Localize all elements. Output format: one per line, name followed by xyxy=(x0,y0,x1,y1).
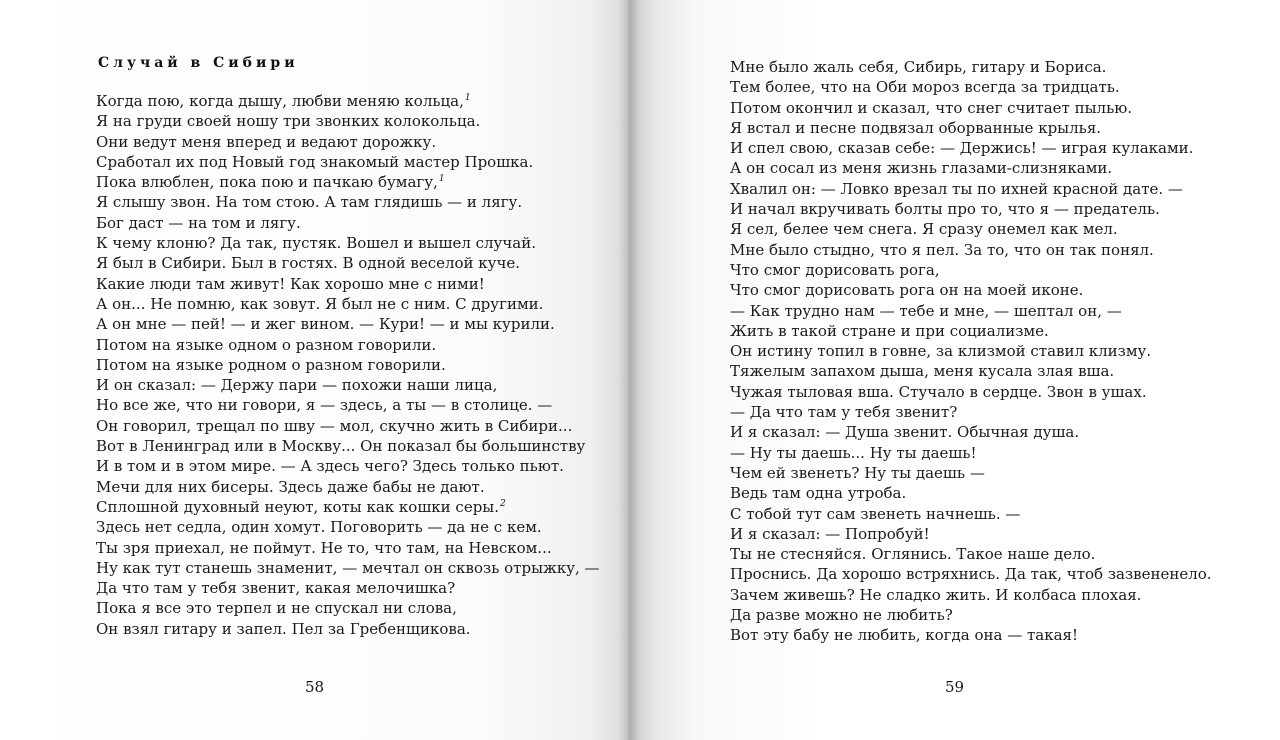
poem-line: Чужая тыловая вша. Стучало в сердце. Звон в ушах. xyxy=(730,382,1147,401)
poem-line xyxy=(96,132,600,152)
poem-line-text: А он мне — пей! — и жег вином. — Кури! — и мы курили. xyxy=(96,315,555,334)
poem-line: Он истину топил в говне, за клизмой ставил клизму. xyxy=(730,342,1152,361)
poem-line: Зачем живешь? Не сладко жить. И колбаса плохая. xyxy=(730,585,1142,604)
poem-line: Вот эту бабу не любить, когда она — такая! xyxy=(730,626,1079,645)
poem-line-text: Да что там у тебя звенит, какая мелочишка? xyxy=(96,579,456,598)
poem-line xyxy=(96,436,600,456)
poem-line xyxy=(96,497,600,517)
poem-line-text: Но все же, что ни говори, я — здесь, а ты — в столице. — xyxy=(96,396,553,415)
poem-line: И начал вкручивать болты про то, что я — предатель. xyxy=(730,200,1160,219)
poem-line: Что смог дорисовать рога он на моей иконе. xyxy=(730,281,1084,300)
poem-line xyxy=(96,335,600,355)
poem-line xyxy=(96,517,600,537)
poem-line-text: Он говорил, трещал по шву — мол, скучно жить в Сибири... xyxy=(96,416,573,435)
poem-line-text: Ты зря приехал, не поймут. Не то, что там, на Невском... xyxy=(96,538,552,557)
poem-line xyxy=(96,558,600,578)
poem-line: — Ну ты даешь... Ну ты даешь! xyxy=(730,443,977,462)
poem-line-text: Потом на языке одном о разном говорили. xyxy=(96,335,437,354)
poem-line-text: Они ведут меня вперед и ведают дорожку. xyxy=(96,132,437,151)
poem-line xyxy=(96,111,600,131)
poem-line: И я сказал: — Попробуй! xyxy=(730,524,930,543)
poem-line: И спел свою, сказав себе: — Держись! — играя кулаками. xyxy=(730,139,1194,158)
poem-line-text: Мечи для них бисеры. Здесь даже бабы не дают. xyxy=(96,477,485,496)
poem-line: Мне было жаль себя, Сибирь, гитару и Бориса. xyxy=(730,58,1107,76)
poem-line-text: Вот в Ленинград или в Москву... Он показал бы большинству xyxy=(96,437,586,456)
left-page xyxy=(0,0,628,740)
poem-line-text: И он сказал: — Держу пари — похожи наши лица, xyxy=(96,376,498,395)
poem-line xyxy=(96,91,600,111)
poem-line-text: Сработал их под Новый год знакомый мастер Прошка. xyxy=(96,152,534,171)
poem-line: Потом окончил и сказал, что снег считает пылью. xyxy=(730,98,1133,117)
poem-line-text: Он взял гитару и запел. Пел за Гребенщикова. xyxy=(96,619,471,638)
poem-line xyxy=(96,375,600,395)
right-poem-lines xyxy=(730,57,1212,646)
footnote-marker: 1 xyxy=(438,174,445,185)
poem-line xyxy=(96,538,600,558)
footnote-marker: 1 xyxy=(464,93,471,103)
poem-line: Жить в такой стране и при социализме. xyxy=(730,321,1049,340)
poem-line-text: Сплошной духовный неуют, коты как кошки серы. xyxy=(96,497,500,516)
poem-line xyxy=(96,598,600,618)
poem-line-text: К чему клоню? Да так, пустяк. Вошел и вышел случай. xyxy=(96,234,537,253)
poem-line xyxy=(96,314,600,334)
poem-line-text: Здесь нет седла, один хомут. Поговорить — да не с кем. xyxy=(96,518,542,537)
poem-line xyxy=(96,172,600,192)
poem-line-text: И в том и в этом мире. — А здесь чего? Здесь только пьют. xyxy=(96,457,564,476)
footnote-marker: 2 xyxy=(500,498,506,509)
poem-line-text: А он... Не помню, как зовут. Я был не с ним. С другими. xyxy=(96,294,544,313)
poem-line xyxy=(96,152,600,172)
poem-line: Я встал и песне подвязал оборванные крылья. xyxy=(730,118,1102,137)
poem-line-text: Какие люди там живут! Как хорошо мне с ними! xyxy=(96,274,485,293)
poem-line xyxy=(96,355,600,375)
poem-line-text: Потом на языке родном о разном говорили. xyxy=(96,355,446,374)
poem-line: Что смог дорисовать рога, xyxy=(730,260,940,279)
poem-line xyxy=(96,456,600,476)
poem-line: Мне было стыдно, что я пел. За то, что он так понял. xyxy=(730,240,1154,259)
poem-line-text: Бог даст — на том и лягу. xyxy=(96,213,301,232)
left-page-number: 58 xyxy=(305,678,325,696)
poem-line xyxy=(96,213,600,233)
poem-line xyxy=(96,274,600,294)
right-page xyxy=(628,0,1280,740)
poem-title: Случай в Сибири xyxy=(98,55,299,71)
poem-line xyxy=(96,233,600,253)
poem-line xyxy=(96,477,600,497)
poem-line: Проснись. Да хорошо встряхнись. Да так, чтоб зазвененело. xyxy=(730,565,1212,584)
poem-line-text: Пока влюблен, пока пою и пачкаю бумагу, xyxy=(96,173,438,192)
poem-line xyxy=(96,253,600,273)
poem-line xyxy=(96,192,600,212)
poem-line xyxy=(96,578,600,598)
poem-line-text: Я был в Сибири. Был в гостях. В одной веселой куче. xyxy=(96,254,521,273)
poem-line: А он сосал из меня жизнь глазами-слизняками. xyxy=(730,159,1113,178)
poem-line: Тем более, что на Оби мороз всегда за тридцать. xyxy=(730,78,1120,97)
poem-line: Ведь там одна утроба. xyxy=(730,484,907,503)
poem-line-text: Я на груди своей ношу три звонких колокольца. xyxy=(96,112,481,131)
right-page-number: 59 xyxy=(945,678,965,696)
poem-line xyxy=(96,294,600,314)
poem-line xyxy=(96,619,600,639)
poem-line xyxy=(96,395,600,415)
poem-line-text: Ну как тут станешь знаменит, — мечтал он сквозь отрыжку, — xyxy=(96,558,600,577)
poem-line: Ты не стесняйся. Оглянись. Такое наше дело. xyxy=(730,545,1096,564)
poem-line: Чем ей звенеть? Ну ты даешь — xyxy=(730,463,985,482)
poem-line: С тобой тут сам звенеть начнешь. — xyxy=(730,504,1021,523)
poem-line xyxy=(96,416,600,436)
poem-line: — Как трудно нам — тебе и мне, — шептал он, — xyxy=(730,301,1122,320)
poem-line-text: Пока я все это терпел и не спускал ни слова, xyxy=(96,599,457,618)
left-poem-lines xyxy=(96,91,600,639)
poem-line: Тяжелым запахом дыша, меня кусала злая вша. xyxy=(730,362,1115,381)
poem-line: Да разве можно не любить? xyxy=(730,606,953,625)
poem-line-text: Когда пою, когда дышу, любви меняю кольца, xyxy=(96,92,464,110)
poem-line: Я сел, белее чем снега. Я сразу онемел как мел. xyxy=(730,220,1118,239)
poem-line: — Да что там у тебя звенит? xyxy=(730,403,958,422)
poem-line: И я сказал: — Душа звенит. Обычная душа. xyxy=(730,423,1080,442)
poem-line: Хвалил он: — Ловко врезал ты по ихней красной дате. — xyxy=(730,179,1183,198)
poem-line-text: Я слышу звон. На том стою. А там глядишь — и лягу. xyxy=(96,193,523,212)
